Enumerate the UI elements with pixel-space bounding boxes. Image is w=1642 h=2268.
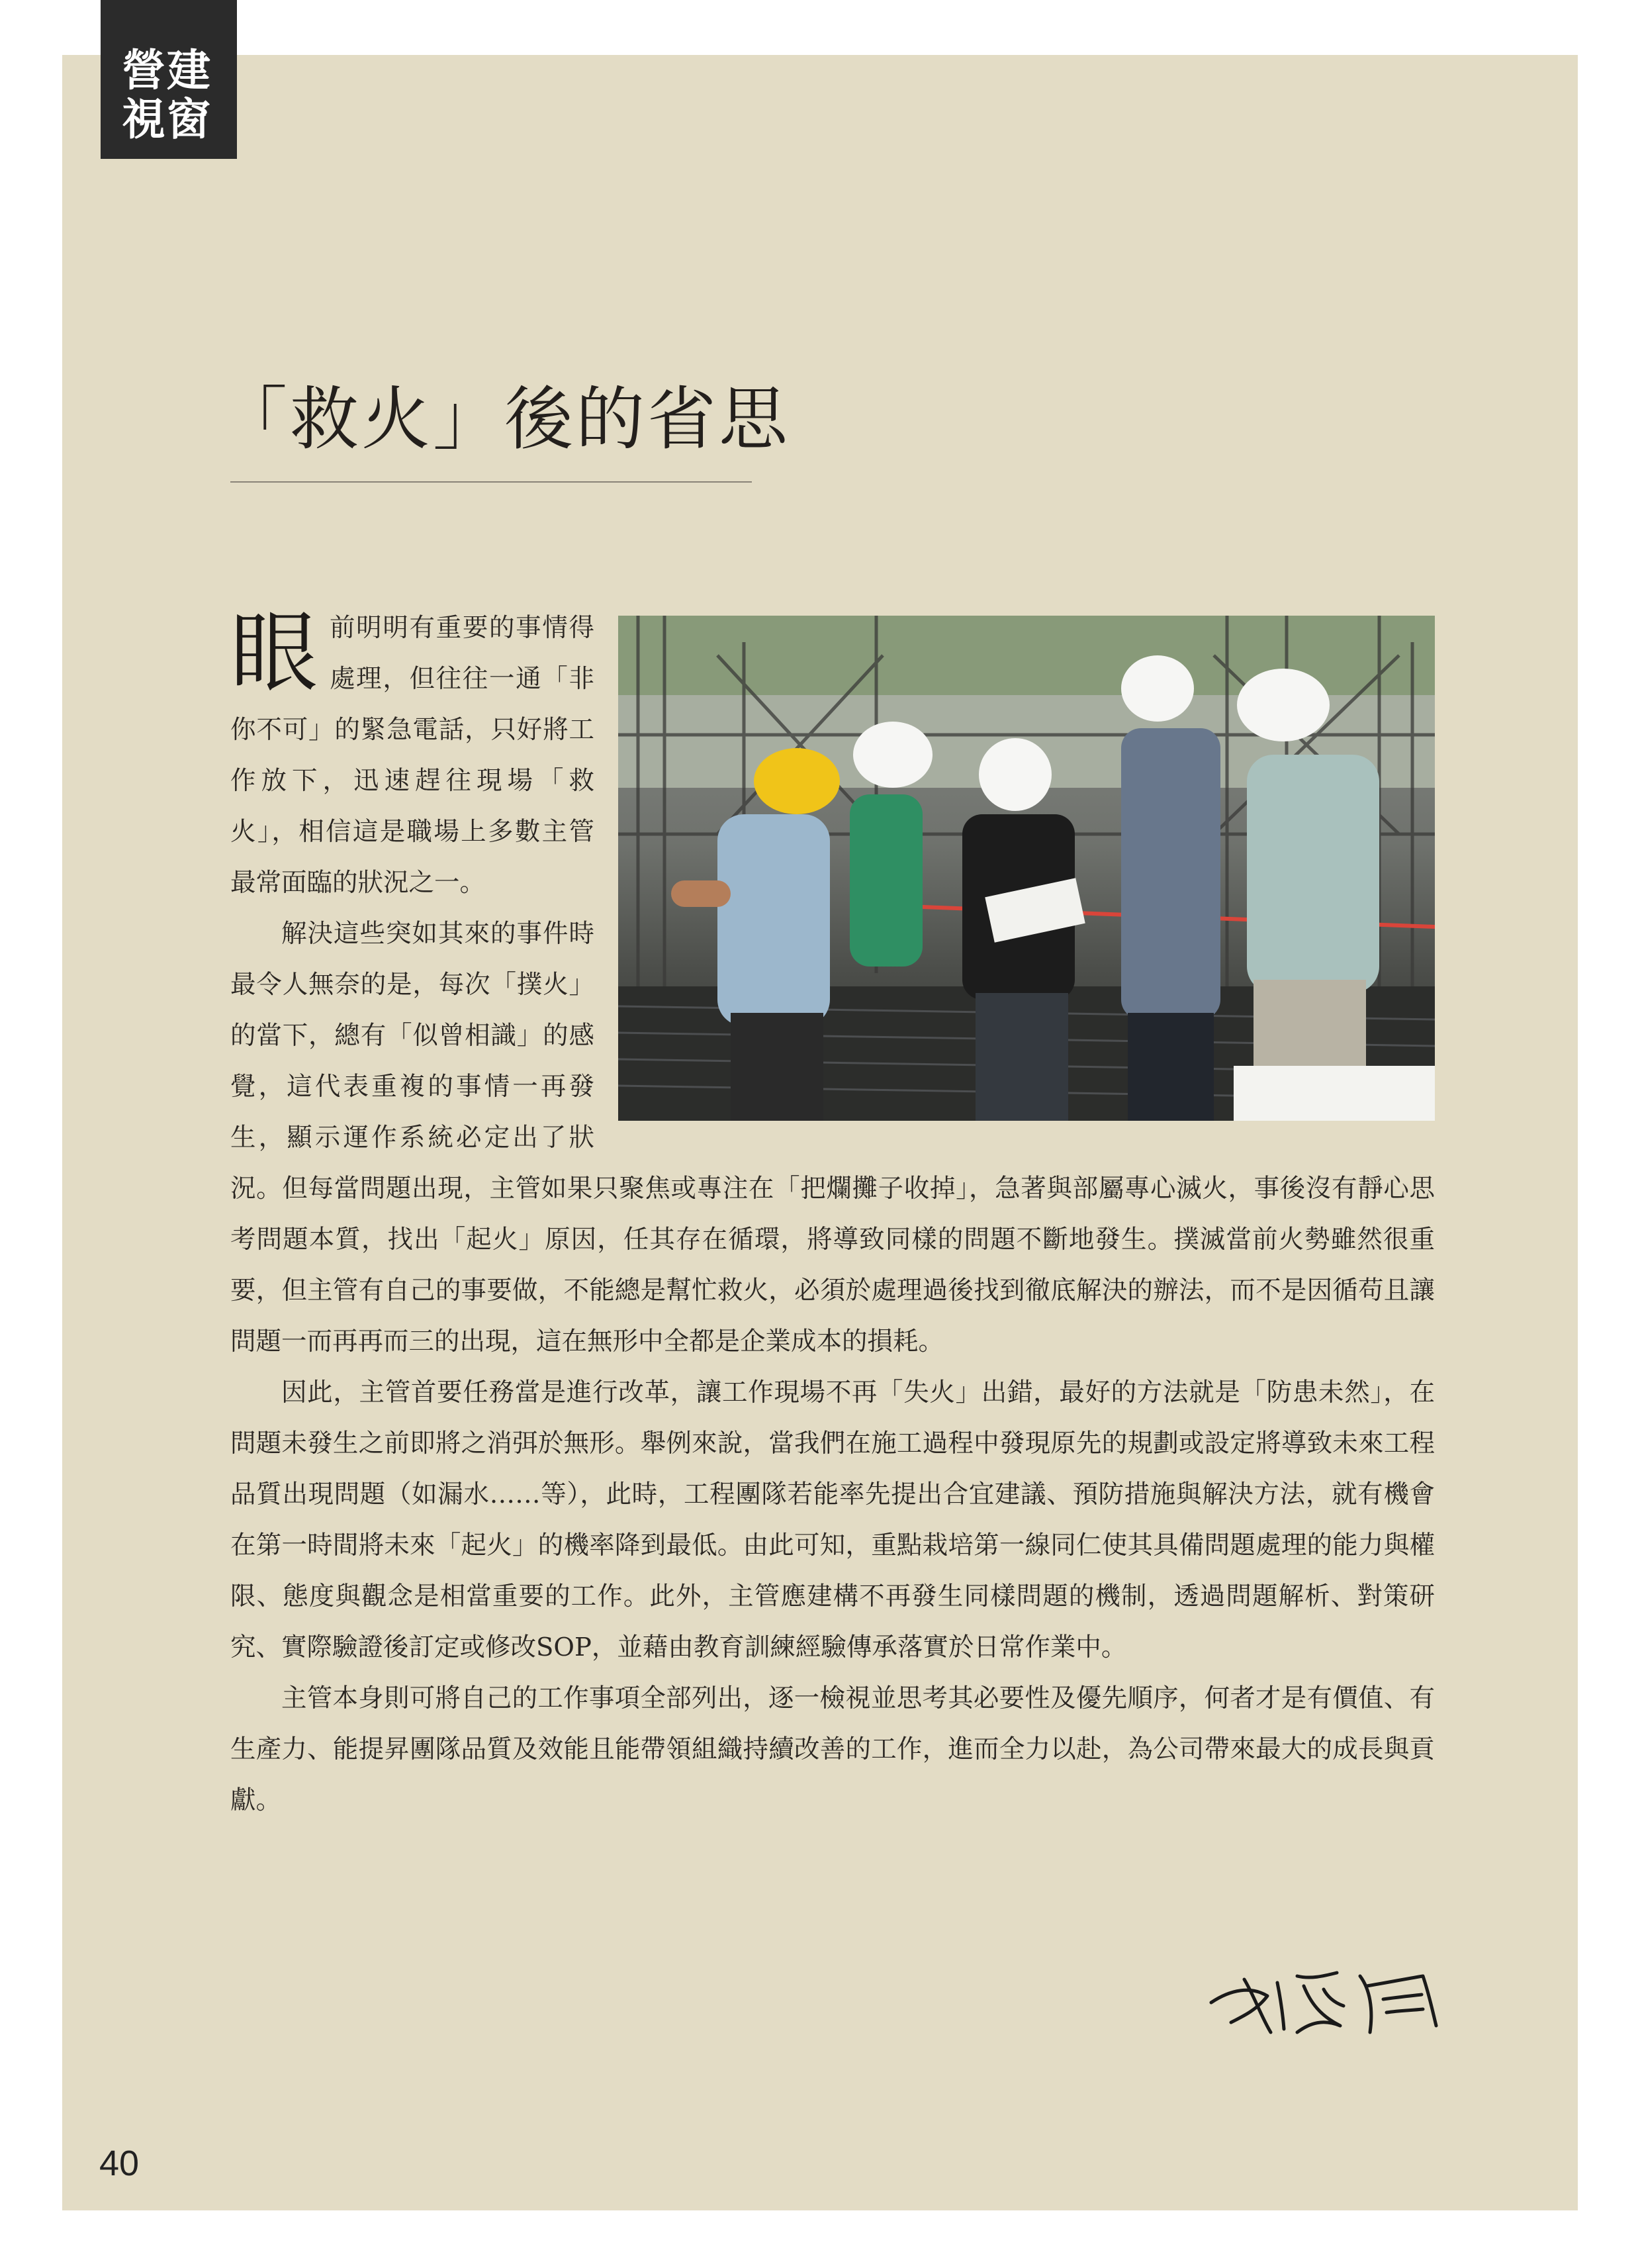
photo-illustration [618, 616, 1435, 1121]
article-body [230, 602, 1435, 1826]
article-title: 「救火」後的省思 [218, 379, 791, 459]
drop-cap: 眼 [230, 602, 318, 704]
title-underline [230, 481, 752, 483]
paragraph-4: 主管本身則可將自己的工作事項全部列出，逐一檢視並思考其必要性及優先順序，何者才是有價值、有生產力、能提昇團隊品質及效能且能帶領組織持續改善的工作，進而全力以赴，為公司帶來最大的成長與貢獻。 [230, 1683, 1435, 1815]
section-tag-line2: 視窗 [122, 94, 212, 145]
section-tag [101, 0, 237, 159]
page-number: 40 [99, 2144, 140, 2183]
section-tag-line1: 營建 [122, 45, 212, 96]
paragraph-2: 解決這些突如其來的事件時最令人無奈的是，每次「撲火」的當下，總有「似曾相識」的感覺，這代表重複的事情一再發生，顯示運作系統必定出了狀況。但每當問題出現，主管如果只聚焦或專注在「把爛攤子收掉」，急著與部屬專心滅火，事後沒有靜心思考問題本質，找出「起火」原因，任其存在循環，將導致同樣的問題不斷地發生。撲滅當前火勢雖然很重要，但主管有自己的事要做，不能總是幫忙救火，必須於處理過後找到徹底解決的辦法，而不是因循苟且讓問題一而再再而三的出現，這在無形中全都是企業成本的損耗。 [230, 919, 1435, 1356]
construction-site-photo [618, 616, 1435, 1121]
paragraph-1: 前明明有重要的事情得處理，但往往一通「非你不可」的緊急電話，只好將工作放下，迅速趕往現場「救火」，相信這是職場上多數主管最常面臨的狀況之一。 [230, 613, 594, 898]
handwritten-signature [1205, 1950, 1443, 2042]
paragraph-3: 因此，主管首要任務當是進行改革，讓工作現場不再「失火」出錯，最好的方法就是「防患未然」，在問題未發生之前即將之消弭於無形。舉例來說，當我們在施工過程中發現原先的規劃或設定將導致未來工程品質出現問題（如漏水……等），此時，工程團隊若能率先提出合宜建議、預防措施與解決方法，就有機會在第一時間將未來「起火」的機率降到最低。由此可知，重點栽培第一線同仁使其具備問題處理的能力與權限、態度與觀念是相當重要的工作。此外，主管應建構不再發生同樣問題的機制，透過問題解析、對策研究、實際驗證後訂定或修改SOP，並藉由教育訓練經驗傳承落實於日常作業中。 [230, 1378, 1435, 1662]
